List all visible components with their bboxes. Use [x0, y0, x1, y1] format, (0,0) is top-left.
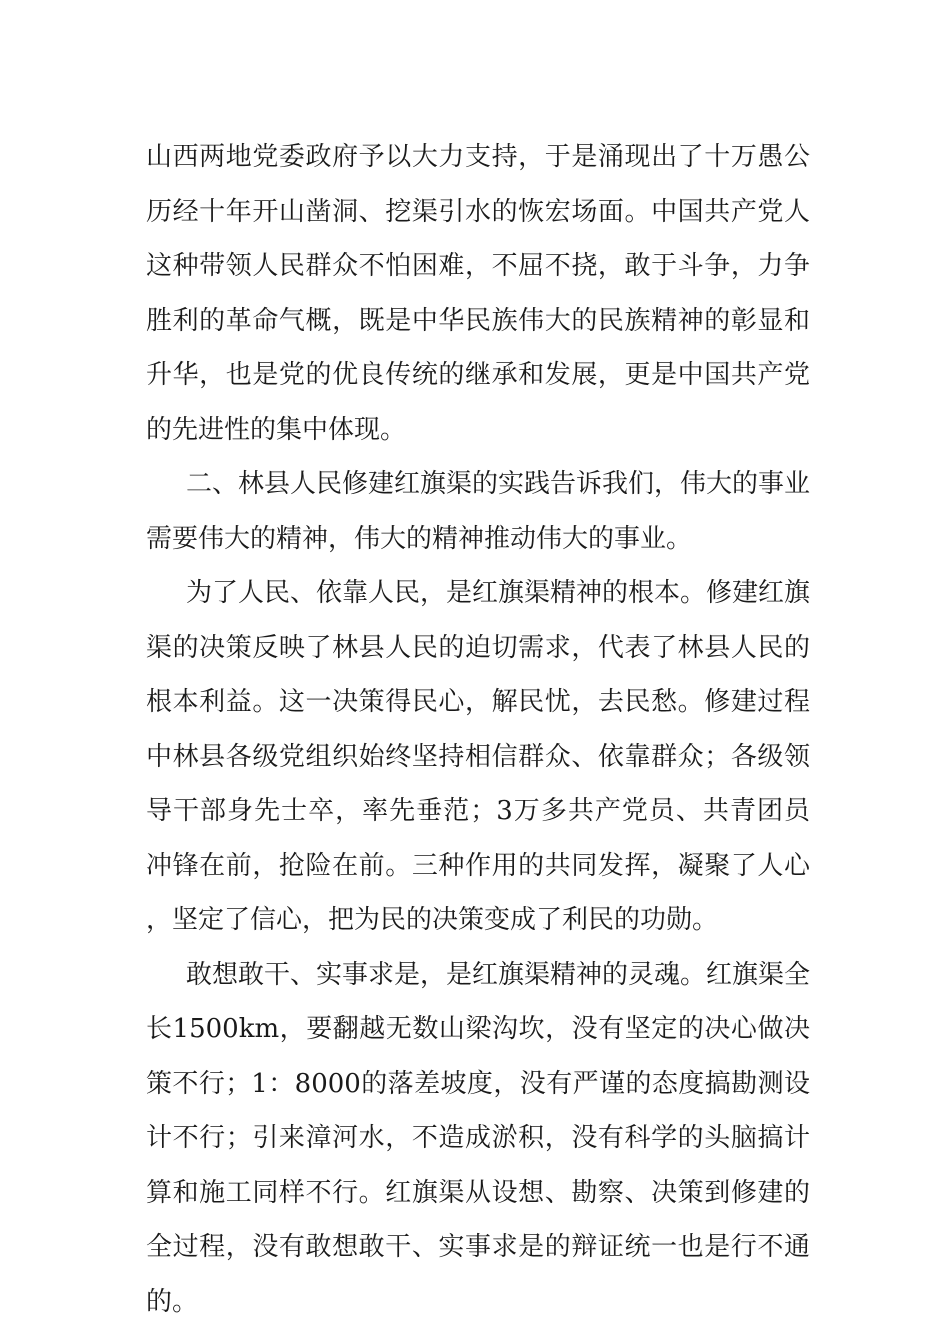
- paragraph-2: 二、林县人民修建红旗渠的实践告诉我们，伟大的事业需要伟大的精神，伟大的精神推动伟大的事业。: [146, 469, 811, 554]
- paragraph-4: 敢想敢干、实事求是，是红旗渠精神的灵魂。红旗渠全长1500km，要翻越无数山梁沟坎，没有坚定的决心做决策不行；1：8000的落差坡度，没有严谨的态度搞勘测设计不行；引来漳河水，不造成淤积，没有科学的头脑搞计算和施工同样不行。红旗渠从设想、勘察、决策到修建的全过程，没有敢想敢干、实事求是的辩证统一也是行不通的。: [146, 959, 811, 1317]
- paragraph-3: 为了人民、依靠人民，是红旗渠精神的根本。修建红旗渠的决策反映了林县人民的迫切需求，代表了林县人民的根本利益。这一决策得民心，解民忧，去民愁。修建过程中林县各级党组织始终坚持相信群众、依靠群众；各级领导干部身先士卒，率先垂范；3万多共产党员、共青团员冲锋在前，抢险在前。三种作用的共同发挥，凝聚了人心，坚定了信心，把为民的决策变成了利民的功勋。: [146, 578, 811, 935]
- paragraph-1: 山西两地党委政府予以大力支持，于是涌现出了十万愚公历经十年开山凿洞、挖渠引水的恢宏场面。中国共产党人这种带领人民群众不怕困难，不屈不挠，敢于斗争，力争胜利的革命气概，既是中华民族伟大的民族精神的彰显和升华，也是党的优良传统的继承和发展，更是中国共产党的先进性的集中体现。: [146, 142, 810, 445]
- body-text: [146, 130, 810, 1329]
